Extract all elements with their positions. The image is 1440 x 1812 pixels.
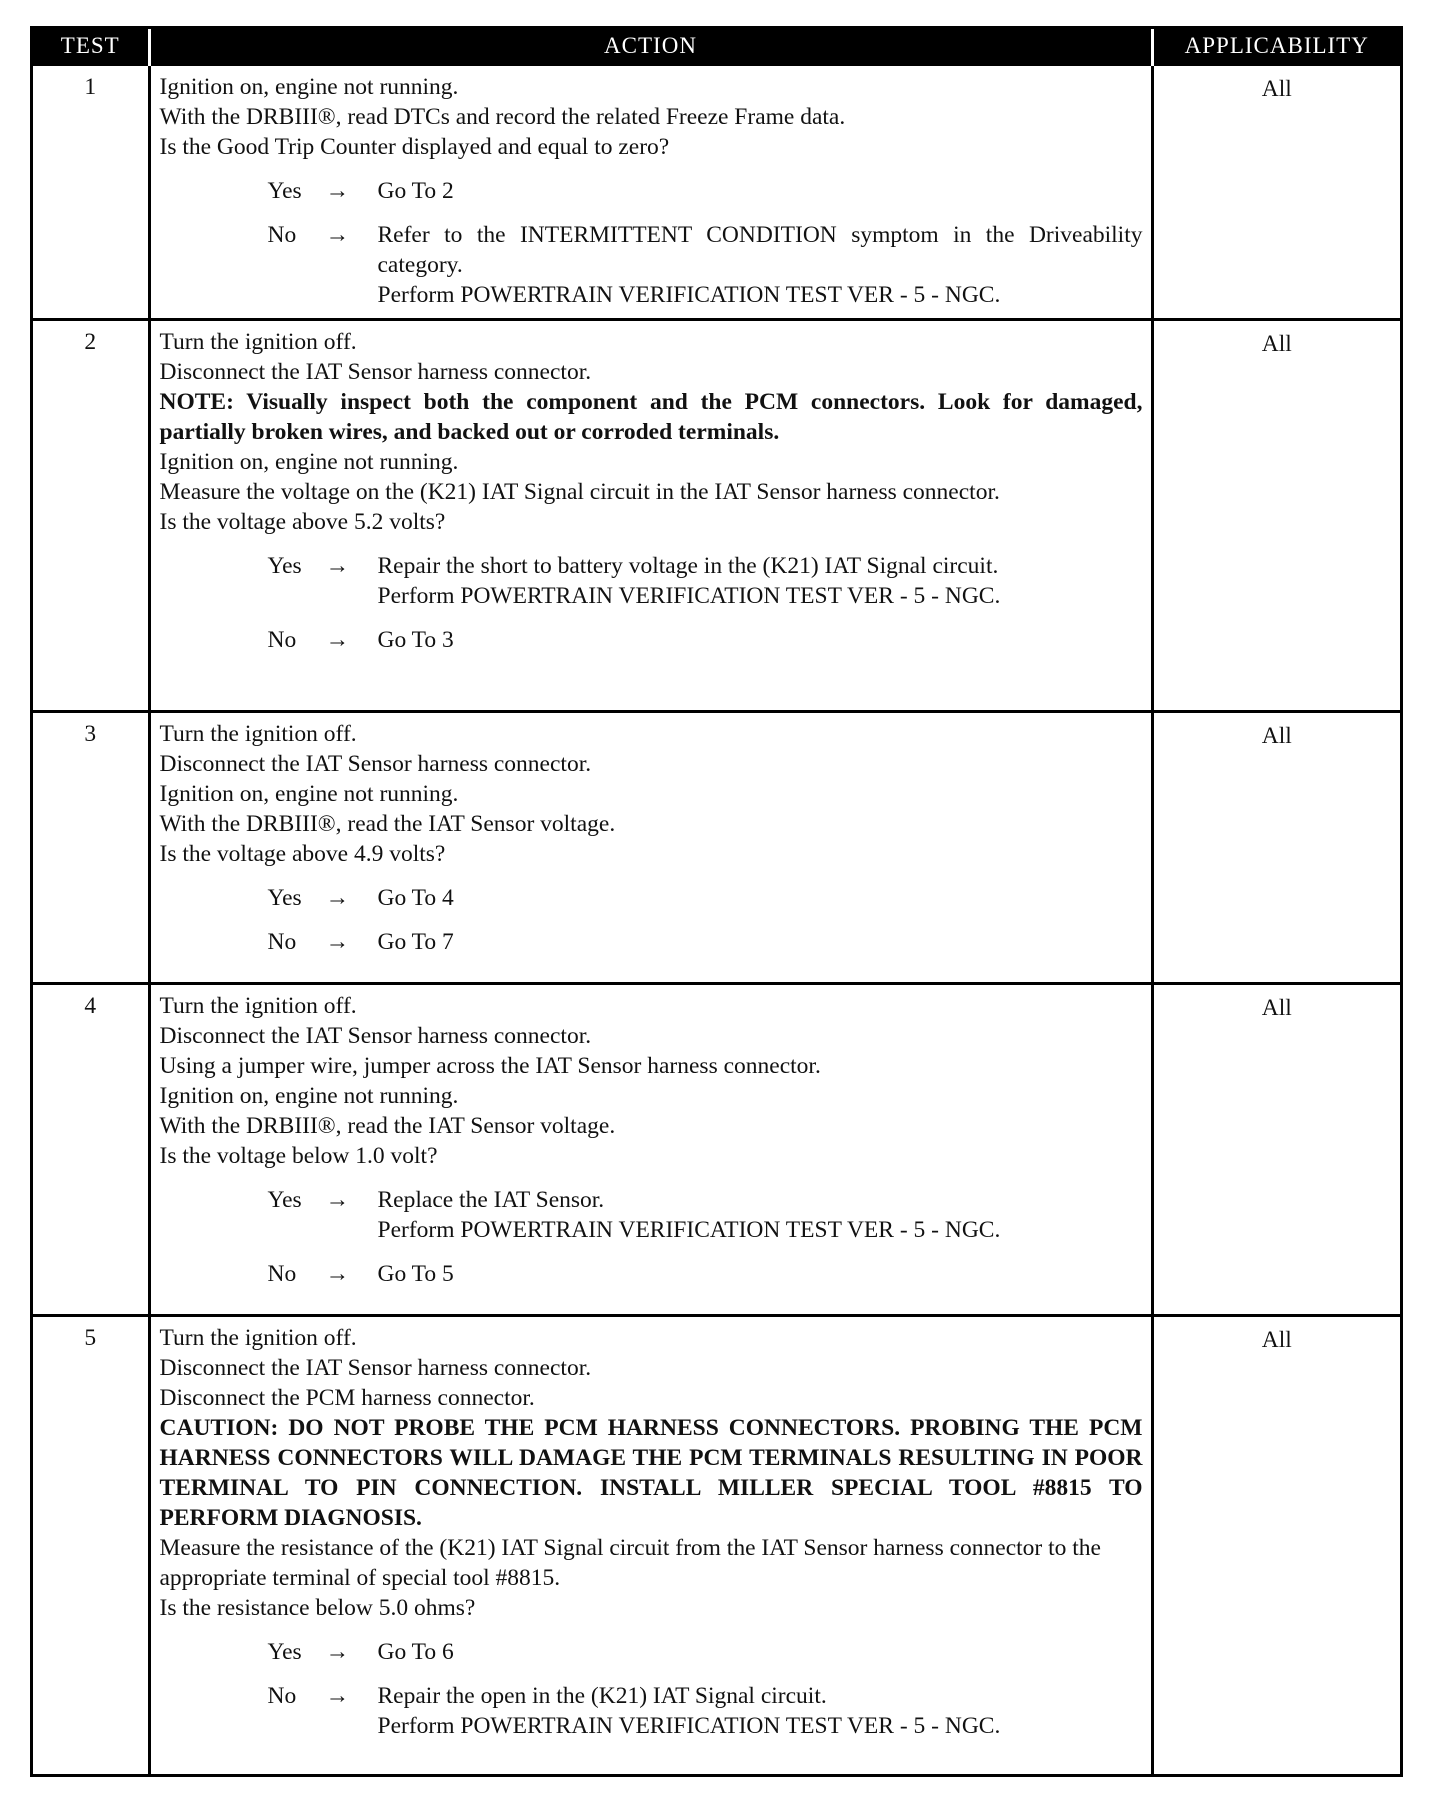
action-line: With the DRBIII®, read DTCs and record the related Freeze Frame data. — [159, 104, 846, 130]
action-line: Ignition on, engine not running. — [159, 781, 459, 807]
outcome-result: Go To 3 — [377, 627, 454, 653]
arrow-icon: → — [325, 222, 349, 248]
test-action — [149, 984, 1152, 1316]
test-action — [149, 1316, 1152, 1774]
action-line: Disconnect the IAT Sensor harness connector. — [159, 1023, 592, 1049]
outcome-yes — [160, 1637, 1143, 1667]
outcome-result: Perform POWERTRAIN VERIFICATION TEST VER - 5 - NGC. — [377, 1217, 1001, 1243]
test-applicability: All — [1152, 65, 1400, 320]
action-line: Disconnect the IAT Sensor harness connector. — [159, 1355, 592, 1381]
answer-label: Yes — [267, 885, 302, 911]
answer-label: No — [267, 929, 297, 955]
answer-label: No — [267, 1261, 297, 1287]
outcome-yes — [160, 883, 1143, 913]
table-row — [33, 65, 1400, 320]
test-number: 1 — [33, 65, 149, 320]
test-number: 4 — [33, 984, 149, 1316]
action-line: With the DRBIII®, read the IAT Sensor voltage. — [159, 1113, 616, 1139]
outcome-no — [160, 927, 1143, 957]
outcome-result: Repair the open in the (K21) IAT Signal circuit. — [377, 1683, 827, 1709]
outcome-result: Go To 7 — [377, 929, 454, 955]
table-row — [33, 712, 1400, 984]
outcome-result: Perform POWERTRAIN VERIFICATION TEST VER - 5 - NGC. — [377, 282, 1001, 308]
header-test: TEST — [33, 29, 149, 65]
action-line: Is the Good Trip Counter displayed and equal to zero? — [159, 134, 670, 160]
outcome-result: Go To 5 — [377, 1261, 454, 1287]
action-line: Is the voltage above 5.2 volts? — [159, 509, 446, 535]
outcome-result: Go To 2 — [377, 178, 454, 204]
action-line: Measure the resistance of the (K21) IAT Signal circuit from the IAT Sensor harness connector to the appropriate terminal of special tool #8815. — [159, 1535, 1101, 1591]
answer-label: Yes — [267, 1639, 302, 1665]
arrow-icon: → — [325, 627, 349, 653]
caution-text: CAUTION: DO NOT PROBE THE PCM HARNESS CONNECTORS. PROBING THE PCM HARNESS CONNECTORS WILL DAMAGE THE PCM TERMINALS RESULTING IN POOR TERMINAL TO PIN CONNECTION. INSTALL MILLER SPECIAL TOOL #8815 TO PERFORM DIAGNOSIS. — [159, 1415, 1143, 1531]
test-number: 5 — [33, 1316, 149, 1774]
test-number: 3 — [33, 712, 149, 984]
arrow-icon: → — [325, 1683, 349, 1709]
test-table — [33, 29, 1400, 1774]
test-applicability: All — [1152, 712, 1400, 984]
test-applicability: All — [1152, 1316, 1400, 1774]
answer-label: No — [267, 1683, 297, 1709]
answer-label: No — [267, 627, 297, 653]
test-applicability: All — [1152, 320, 1400, 712]
arrow-icon: → — [325, 1261, 349, 1287]
test-action — [149, 712, 1152, 984]
header-action: ACTION — [149, 29, 1152, 65]
outcome-no — [160, 1259, 1143, 1289]
action-line: Measure the voltage on the (K21) IAT Signal circuit in the IAT Sensor harness connector. — [159, 479, 1000, 505]
outcome-result: Go To 4 — [377, 885, 454, 911]
outcome-result: Repair the short to battery voltage in the (K21) IAT Signal circuit. — [377, 553, 999, 579]
action-line: With the DRBIII®, read the IAT Sensor voltage. — [159, 811, 616, 837]
action-line: Turn the ignition off. — [159, 993, 357, 1019]
outcome-result: Refer to the INTERMITTENT CONDITION symptom in the Driveability category. — [377, 222, 1143, 278]
arrow-icon: → — [325, 178, 349, 204]
table-row — [33, 320, 1400, 712]
action-line: Is the resistance below 5.0 ohms? — [159, 1595, 476, 1621]
answer-label: Yes — [267, 1187, 302, 1213]
outcome-no — [160, 1681, 1143, 1741]
action-line: Using a jumper wire, jumper across the IAT Sensor harness connector. — [159, 1053, 821, 1079]
action-line: Is the voltage above 4.9 volts? — [159, 841, 446, 867]
arrow-icon: → — [325, 1187, 349, 1213]
outcome-no — [160, 625, 1143, 655]
action-line: Disconnect the PCM harness connector. — [159, 1385, 535, 1411]
answer-label: No — [267, 222, 297, 248]
action-line: Ignition on, engine not running. — [159, 449, 459, 475]
outcome-yes — [160, 1185, 1143, 1245]
answer-label: Yes — [267, 553, 302, 579]
table-row — [33, 1316, 1400, 1774]
test-number: 2 — [33, 320, 149, 712]
diagnostic-test-table — [30, 26, 1403, 1777]
arrow-icon: → — [325, 553, 349, 579]
test-action — [149, 65, 1152, 320]
answer-label: Yes — [267, 178, 302, 204]
action-line: Disconnect the IAT Sensor harness connector. — [159, 359, 592, 385]
table-body — [33, 65, 1400, 1774]
table-row — [33, 984, 1400, 1316]
outcome-yes — [160, 176, 1143, 206]
action-line: Ignition on, engine not running. — [159, 74, 459, 100]
arrow-icon: → — [325, 929, 349, 955]
action-line: Turn the ignition off. — [159, 329, 357, 355]
action-line: Is the voltage below 1.0 volt? — [159, 1143, 438, 1169]
action-line: Ignition on, engine not running. — [159, 1083, 459, 1109]
arrow-icon: → — [325, 1639, 349, 1665]
test-action — [149, 320, 1152, 712]
action-line: Disconnect the IAT Sensor harness connector. — [159, 751, 592, 777]
action-line: Turn the ignition off. — [159, 721, 357, 747]
action-line: Turn the ignition off. — [159, 1325, 357, 1351]
header-applicability: APPLICABILITY — [1152, 29, 1400, 65]
note-text: NOTE: Visually inspect both the component and the PCM connectors. Look for damaged, partially broken wires, and backed out or corroded terminals. — [159, 389, 1143, 445]
outcome-yes — [160, 551, 1143, 611]
outcome-result: Go To 6 — [377, 1639, 454, 1665]
outcome-no — [160, 220, 1143, 310]
outcome-result: Perform POWERTRAIN VERIFICATION TEST VER - 5 - NGC. — [377, 1713, 1001, 1739]
outcome-result: Replace the IAT Sensor. — [377, 1187, 605, 1213]
table-header-row — [33, 29, 1400, 65]
arrow-icon: → — [325, 885, 349, 911]
outcome-result: Perform POWERTRAIN VERIFICATION TEST VER - 5 - NGC. — [377, 583, 1001, 609]
test-applicability: All — [1152, 984, 1400, 1316]
